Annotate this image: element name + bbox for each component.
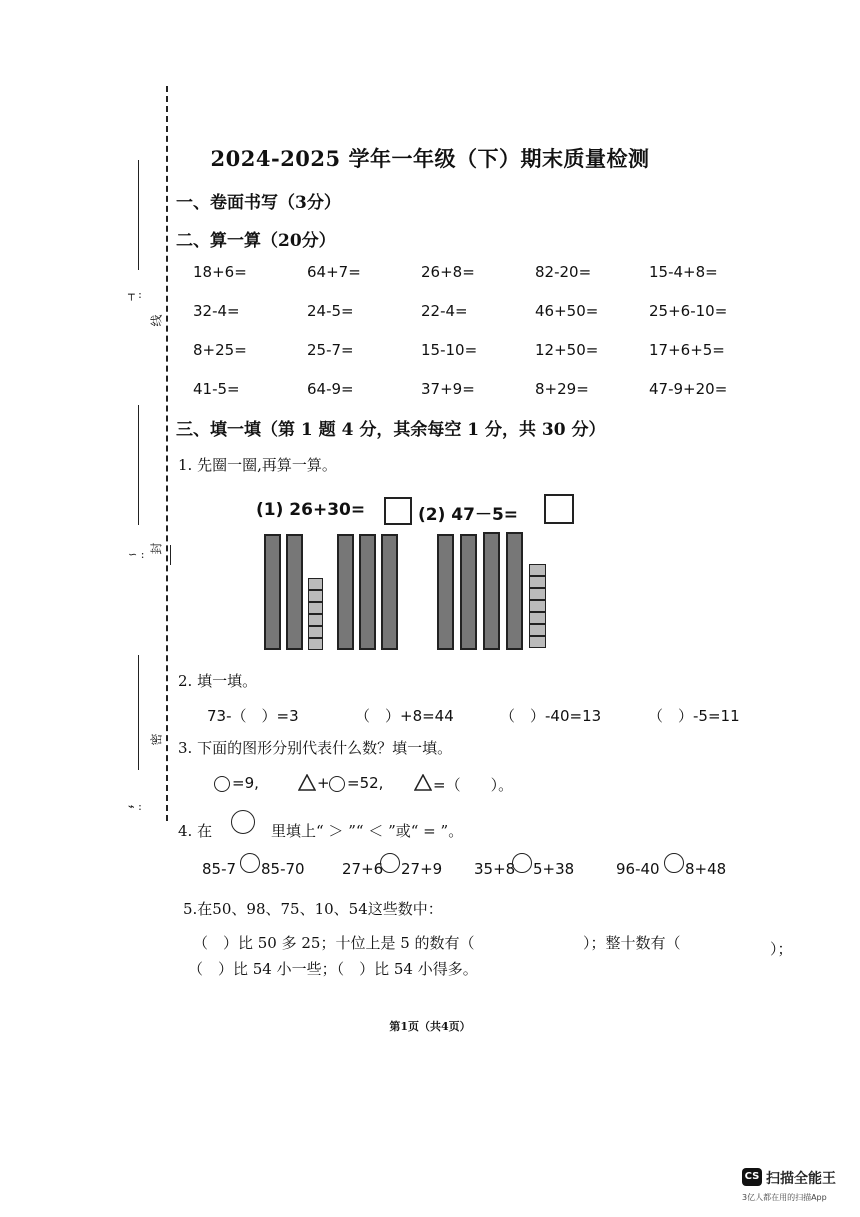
compare-circle-icon — [231, 810, 255, 834]
q5-line1b: ）；整十数有（ — [583, 934, 681, 952]
triangle-shape-icon — [414, 774, 432, 795]
margin-char-secret: 密 — [149, 733, 164, 746]
q4-left: 96-40 — [616, 860, 660, 878]
calc-item: 25+6-10= — [649, 302, 728, 320]
ones-cube — [529, 624, 546, 636]
q1-answer-box-2[interactable] — [544, 494, 574, 524]
section-2-heading: 二、算一算（20分） — [176, 231, 336, 251]
calc-item: 12+50= — [535, 341, 599, 359]
tens-rod — [337, 534, 354, 650]
compare-blank-circle[interactable] — [380, 853, 400, 873]
ones-cube — [308, 602, 323, 614]
ones-cubes-group — [308, 578, 323, 650]
scanner-brand-name: 扫描全能王 — [766, 1171, 836, 1187]
margin-label-mark: ┬ : — [128, 288, 142, 301]
section-3-heading: 三、填一填（第 1 题 4 分，其余每空 1 分，共 30 分） — [176, 420, 606, 440]
q1-answer-box-1[interactable] — [384, 497, 412, 525]
q4-left: 85-7 — [202, 860, 237, 878]
margin-char-seal: 封 — [149, 542, 164, 555]
calc-item: 41-5= — [193, 380, 240, 398]
q5-line1a: （ ）比 50 多 25；十位上是 5 的数有（ — [193, 934, 475, 952]
margin-char-line: 线 — [149, 314, 164, 327]
q1-part2: (2) 47－5= — [418, 505, 519, 525]
q5-line2: （ ）比 54 小一些；（ ）比 54 小得多。 — [188, 960, 478, 978]
ones-cube — [308, 578, 323, 590]
calc-item: 15-10= — [421, 341, 478, 359]
q1-label: 1. 先圈一圈,再算一算。 — [178, 456, 337, 474]
margin-blank-line — [138, 405, 139, 525]
q4-right: 8+48 — [685, 860, 727, 878]
calc-item: 22-4= — [421, 302, 468, 320]
q2-item: （ ）-40=13 — [500, 707, 602, 725]
q1-part1: (1) 26+30= — [256, 500, 366, 520]
ones-cube — [308, 614, 323, 626]
q5-line1c: ）； — [770, 940, 793, 958]
q4-left: 27+6 — [342, 860, 384, 878]
q3-label: 3. 下面的图形分别代表什么数？填一填。 — [178, 739, 453, 757]
calc-item: 26+8= — [421, 263, 475, 281]
q4-label-a: 4. 在 — [178, 822, 213, 840]
tens-rod — [264, 534, 281, 650]
q3-plus: + — [317, 774, 330, 792]
calc-item: 47-9+20= — [649, 380, 728, 398]
compare-blank-circle[interactable] — [240, 853, 260, 873]
q4-label-b: 里填上“ ＞ ”“ ＜ ”或“ = ”。 — [271, 822, 464, 840]
q3-eq1: =9, — [232, 774, 259, 792]
margin-blank-line — [138, 655, 139, 770]
ones-cube — [308, 626, 323, 638]
calc-item: 25-7= — [307, 341, 354, 359]
q2-label: 2. 填一填。 — [178, 672, 258, 690]
q4-right: 5+38 — [533, 860, 575, 878]
ones-cube — [529, 600, 546, 612]
q2-item: （ ）-5=11 — [648, 707, 740, 725]
ones-cubes-group — [529, 564, 546, 648]
q5-label: 5.在50、98、75、10、54这些数中： — [183, 900, 443, 918]
calc-item: 15-4+8= — [649, 263, 718, 281]
ones-cube — [529, 612, 546, 624]
page-footer: 第1页（共4页） — [389, 1020, 471, 1033]
calc-item: 8+25= — [193, 341, 247, 359]
q3-eq2: =52, — [347, 774, 384, 792]
binding-dashed-line — [166, 86, 168, 821]
compare-blank-circle[interactable] — [664, 853, 684, 873]
tens-rod — [437, 534, 454, 650]
tens-rod — [381, 534, 398, 650]
binding-tick — [170, 545, 171, 565]
tens-rod — [506, 532, 523, 650]
ones-cube — [308, 638, 323, 650]
ones-cube — [308, 590, 323, 602]
margin-blank-line — [138, 160, 139, 270]
tens-rod — [286, 534, 303, 650]
page-title: 2024-2025 学年一年级（下）期末质量检测 — [210, 146, 650, 171]
margin-label-mark: ∽ : — [128, 548, 145, 561]
ones-cube — [529, 636, 546, 648]
q4-right: 27+9 — [401, 860, 443, 878]
calc-item: 37+9= — [421, 380, 475, 398]
circle-shape-icon — [214, 776, 230, 792]
calc-item: 17+6+5= — [649, 341, 725, 359]
calc-item: 46+50= — [535, 302, 599, 320]
q4-right: 85-70 — [261, 860, 305, 878]
calc-item: 8+29= — [535, 380, 589, 398]
tens-rod — [460, 534, 477, 650]
tens-rod — [359, 534, 376, 650]
calc-item: 18+6= — [193, 263, 247, 281]
ones-cube — [529, 588, 546, 600]
calc-item: 64+7= — [307, 263, 361, 281]
margin-label-mark: ⌁ : — [128, 800, 142, 813]
scanner-brand-tagline: 3亿人都在用的扫描App — [742, 1193, 827, 1202]
tens-rod — [483, 532, 500, 650]
q2-item: （ ）+8=44 — [355, 707, 454, 725]
ones-cube — [529, 564, 546, 576]
calc-item: 32-4= — [193, 302, 240, 320]
q3-eq3: =（ ）。 — [433, 776, 514, 794]
calc-item: 82-20= — [535, 263, 592, 281]
compare-blank-circle[interactable] — [512, 853, 532, 873]
circle-shape-icon — [329, 776, 345, 792]
scanner-logo-icon: CS — [742, 1168, 762, 1186]
section-1-heading: 一、卷面书写（3分） — [176, 193, 341, 213]
calc-item: 24-5= — [307, 302, 354, 320]
calc-item: 64-9= — [307, 380, 354, 398]
q4-left: 35+8 — [474, 860, 516, 878]
ones-cube — [529, 576, 546, 588]
q2-item: 73-（ ）=3 — [207, 707, 299, 725]
triangle-shape-icon — [298, 774, 316, 795]
